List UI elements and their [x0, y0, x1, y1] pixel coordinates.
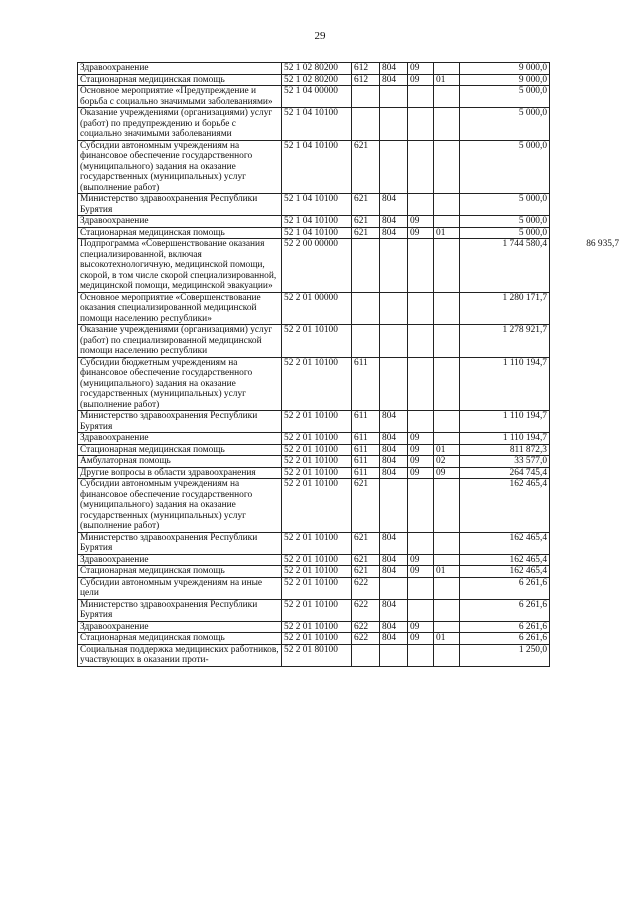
row-name: Субсидии бюджетным учреждениям на финансовое обеспечение государственного (муниципального) задания на оказание государственных (муниципальных) услуг (выполнение работ)	[78, 357, 282, 411]
row-sum: 162 465,4	[460, 554, 550, 566]
table-row	[78, 577, 550, 599]
row-csr: 52 2 01 10100	[282, 433, 352, 445]
row-vr: 621	[352, 479, 380, 533]
row-sum: 5 000,0	[460, 108, 550, 141]
row-sum: 9 000,0	[460, 63, 550, 75]
row-rz	[408, 140, 434, 194]
table-row	[78, 292, 550, 325]
row-sum: 1 744 580,4 86 935,7	[460, 239, 550, 293]
row-grbs: 804	[380, 216, 408, 228]
row-pr	[434, 411, 460, 433]
table-row	[78, 532, 550, 554]
row-vr: 621	[352, 194, 380, 216]
row-vr	[352, 86, 380, 108]
row-rz	[408, 532, 434, 554]
row-csr: 52 2 01 10100	[282, 554, 352, 566]
table-row	[78, 108, 550, 141]
row-grbs: 804	[380, 74, 408, 86]
row-grbs: 804	[380, 566, 408, 578]
row-csr: 52 2 01 10100	[282, 532, 352, 554]
row-sum-2: 86 935,7	[586, 239, 619, 249]
budget-table	[77, 62, 619, 667]
row-name: Субсидии автономным учреждениям на финансовое обеспечение государственного (муниципального) задания на оказание государственных (муниципальных) услуг (выполнение работ)	[78, 479, 282, 533]
row-rz: 09	[408, 467, 434, 479]
row-pr	[434, 239, 460, 293]
row-name: Здравоохранение	[78, 63, 282, 75]
row-rz	[408, 86, 434, 108]
row-csr: 52 2 01 10100	[282, 411, 352, 433]
table-row	[78, 63, 550, 75]
row-vr	[352, 239, 380, 293]
row-name: Здравоохранение	[78, 621, 282, 633]
row-name: Амбулаторная помощь	[78, 456, 282, 468]
row-sum: 1 110 194,7	[460, 433, 550, 445]
row-grbs	[380, 577, 408, 599]
row-pr	[434, 621, 460, 633]
row-grbs: 804	[380, 411, 408, 433]
row-csr: 52 2 01 00000	[282, 292, 352, 325]
table-row	[78, 433, 550, 445]
row-csr: 52 1 04 10100	[282, 227, 352, 239]
row-name: Министерство здравоохранения Республики Бурятия	[78, 194, 282, 216]
table-row	[78, 479, 550, 533]
row-grbs	[380, 239, 408, 293]
row-rz: 09	[408, 433, 434, 445]
table-row	[78, 239, 550, 293]
row-vr: 612	[352, 63, 380, 75]
row-name: Оказание учреждениями (организациями) услуг (работ) по специализированной медицинской помощи населению республики	[78, 325, 282, 358]
row-pr	[434, 577, 460, 599]
row-csr: 52 2 01 10100	[282, 621, 352, 633]
row-csr: 52 2 01 10100	[282, 357, 352, 411]
row-rz: 09	[408, 566, 434, 578]
row-csr: 52 1 02 80200	[282, 63, 352, 75]
row-vr: 621	[352, 227, 380, 239]
row-grbs	[380, 108, 408, 141]
row-grbs: 804	[380, 227, 408, 239]
table-row	[78, 357, 550, 411]
row-rz: 09	[408, 227, 434, 239]
row-sum: 1 110 194,7	[460, 411, 550, 433]
table-row	[78, 633, 550, 645]
row-rz	[408, 599, 434, 621]
row-csr: 52 1 04 10100	[282, 108, 352, 141]
row-name: Стационарная медицинская помощь	[78, 74, 282, 86]
row-grbs: 804	[380, 621, 408, 633]
row-csr: 52 1 02 80200	[282, 74, 352, 86]
row-name: Оказание учреждениями (организациями) услуг (работ) по предупреждению и борьбе с социально значимыми заболеваниями	[78, 108, 282, 141]
row-name: Стационарная медицинская помощь	[78, 227, 282, 239]
row-sum: 5 000,0	[460, 227, 550, 239]
table-row	[78, 621, 550, 633]
row-pr: 01	[434, 633, 460, 645]
row-pr	[434, 194, 460, 216]
row-vr: 621	[352, 216, 380, 228]
row-grbs	[380, 357, 408, 411]
row-pr	[434, 357, 460, 411]
table-row	[78, 140, 550, 194]
row-name: Стационарная медицинская помощь	[78, 633, 282, 645]
row-rz: 09	[408, 456, 434, 468]
row-sum: 264 745,4	[460, 467, 550, 479]
row-grbs: 804	[380, 633, 408, 645]
row-grbs: 804	[380, 456, 408, 468]
row-grbs: 804	[380, 194, 408, 216]
row-vr: 611	[352, 357, 380, 411]
row-name: Основное мероприятие «Предупреждение и борьба с социально значимыми заболеваниями»	[78, 86, 282, 108]
row-vr: 612	[352, 74, 380, 86]
row-sum: 6 261,6	[460, 633, 550, 645]
row-rz: 09	[408, 633, 434, 645]
row-sum: 6 261,6	[460, 621, 550, 633]
row-sum: 1 280 171,7	[460, 292, 550, 325]
row-grbs: 804	[380, 467, 408, 479]
row-csr: 52 2 01 80100	[282, 644, 352, 666]
row-vr: 611	[352, 433, 380, 445]
row-grbs: 804	[380, 444, 408, 456]
table-row	[78, 86, 550, 108]
table-row	[78, 74, 550, 86]
row-sum: 6 261,6	[460, 599, 550, 621]
row-grbs	[380, 325, 408, 358]
table-row	[78, 554, 550, 566]
row-rz	[408, 325, 434, 358]
row-sum: 5 000,0	[460, 216, 550, 228]
row-vr: 611	[352, 467, 380, 479]
page-number: 29	[314, 30, 326, 42]
row-vr: 611	[352, 411, 380, 433]
table-row	[78, 216, 550, 228]
row-csr: 52 1 04 10100	[282, 216, 352, 228]
row-rz: 09	[408, 216, 434, 228]
row-csr: 52 2 01 10100	[282, 599, 352, 621]
row-rz	[408, 108, 434, 141]
row-rz	[408, 411, 434, 433]
row-rz: 09	[408, 74, 434, 86]
row-pr	[434, 479, 460, 533]
row-pr: 01	[434, 227, 460, 239]
row-sum: 811 872,3	[460, 444, 550, 456]
row-pr: 09	[434, 467, 460, 479]
row-sum: 1 278 921,7	[460, 325, 550, 358]
row-csr: 52 2 01 10100	[282, 325, 352, 358]
row-pr	[434, 292, 460, 325]
row-rz: 09	[408, 621, 434, 633]
row-vr: 611	[352, 444, 380, 456]
row-csr: 52 2 01 10100	[282, 566, 352, 578]
row-name: Стационарная медицинская помощь	[78, 444, 282, 456]
row-pr	[434, 140, 460, 194]
table-row	[78, 467, 550, 479]
row-csr: 52 2 01 10100	[282, 444, 352, 456]
row-rz	[408, 644, 434, 666]
row-rz: 09	[408, 63, 434, 75]
row-name: Субсидии автономным учреждениям на финансовое обеспечение государственного (муниципального) задания на оказание государственных (муниципальных) услуг (выполнение работ)	[78, 140, 282, 194]
row-csr: 52 1 04 00000	[282, 86, 352, 108]
row-grbs	[380, 479, 408, 533]
row-rz	[408, 357, 434, 411]
row-csr: 52 2 01 10100	[282, 633, 352, 645]
row-pr	[434, 216, 460, 228]
row-name: Субсидии автономным учреждениям на иные цели	[78, 577, 282, 599]
row-pr	[434, 63, 460, 75]
row-vr: 622	[352, 599, 380, 621]
table-row	[78, 325, 550, 358]
row-csr: 52 2 01 10100	[282, 577, 352, 599]
row-pr	[434, 325, 460, 358]
row-grbs: 804	[380, 532, 408, 554]
row-rz	[408, 239, 434, 293]
row-vr: 621	[352, 140, 380, 194]
row-vr: 622	[352, 577, 380, 599]
row-name: Здравоохранение	[78, 433, 282, 445]
row-name: Министерство здравоохранения Республики Бурятия	[78, 411, 282, 433]
row-vr	[352, 325, 380, 358]
row-vr: 621	[352, 554, 380, 566]
row-pr	[434, 532, 460, 554]
row-rz	[408, 479, 434, 533]
row-csr: 52 2 01 10100	[282, 467, 352, 479]
row-rz: 09	[408, 554, 434, 566]
table-row	[78, 411, 550, 433]
row-name: Здравоохранение	[78, 216, 282, 228]
row-sum: 33 577,0	[460, 456, 550, 468]
row-grbs	[380, 86, 408, 108]
row-pr: 02	[434, 456, 460, 468]
table-row	[78, 566, 550, 578]
budget-table-body	[78, 63, 619, 667]
row-sum: 162 465,4	[460, 532, 550, 554]
row-csr: 52 1 04 10100	[282, 140, 352, 194]
row-pr	[434, 554, 460, 566]
row-pr	[434, 86, 460, 108]
row-grbs: 804	[380, 63, 408, 75]
row-grbs: 804	[380, 554, 408, 566]
row-name: Подпрограмма «Совершенствование оказания специализированной, включая высокотехнологичную, медицинской помощи, скорой, в том числе скорой специализированной, медицинской помощи, медицинской эвакуации»	[78, 239, 282, 293]
row-vr: 622	[352, 633, 380, 645]
row-sum: 5 000,0	[460, 86, 550, 108]
row-vr: 611	[352, 456, 380, 468]
row-name: Министерство здравоохранения Республики Бурятия	[78, 599, 282, 621]
row-pr: 01	[434, 74, 460, 86]
row-name: Министерство здравоохранения Республики Бурятия	[78, 532, 282, 554]
row-vr: 621	[352, 532, 380, 554]
row-pr: 01	[434, 444, 460, 456]
row-sum: 9 000,0	[460, 74, 550, 86]
row-csr: 52 2 01 10100	[282, 479, 352, 533]
row-grbs	[380, 644, 408, 666]
row-pr: 01	[434, 566, 460, 578]
row-csr: 52 2 00 00000	[282, 239, 352, 293]
row-grbs: 804	[380, 433, 408, 445]
row-sum: 5 000,0	[460, 194, 550, 216]
row-rz: 09	[408, 444, 434, 456]
row-vr: 622	[352, 621, 380, 633]
row-name: Основное мероприятие «Совершенствование оказания специализированной медицинской помощи населению республики»	[78, 292, 282, 325]
table-row	[78, 444, 550, 456]
row-vr	[352, 108, 380, 141]
row-name: Другие вопросы в области здравоохранения	[78, 467, 282, 479]
row-rz	[408, 194, 434, 216]
row-grbs	[380, 140, 408, 194]
row-name: Здравоохранение	[78, 554, 282, 566]
row-sum: 162 465,4	[460, 566, 550, 578]
row-sum: 1 110 194,7	[460, 357, 550, 411]
row-sum: 5 000,0	[460, 140, 550, 194]
row-sum: 1 250,0	[460, 644, 550, 666]
row-pr	[434, 433, 460, 445]
row-name: Социальная поддержка медицинских работников, участвующих в оказании проти-	[78, 644, 282, 666]
table-row	[78, 194, 550, 216]
row-sum: 6 261,6	[460, 577, 550, 599]
table-row	[78, 599, 550, 621]
row-csr: 52 2 01 10100	[282, 456, 352, 468]
row-vr: 621	[352, 566, 380, 578]
row-pr	[434, 108, 460, 141]
table-row	[78, 456, 550, 468]
row-pr	[434, 644, 460, 666]
row-grbs: 804	[380, 599, 408, 621]
row-grbs	[380, 292, 408, 325]
table-row	[78, 644, 550, 666]
row-pr	[434, 599, 460, 621]
row-rz	[408, 577, 434, 599]
table-row	[78, 227, 550, 239]
row-vr	[352, 644, 380, 666]
row-name: Стационарная медицинская помощь	[78, 566, 282, 578]
row-sum: 162 465,4	[460, 479, 550, 533]
row-csr: 52 1 04 10100	[282, 194, 352, 216]
row-vr	[352, 292, 380, 325]
row-rz	[408, 292, 434, 325]
